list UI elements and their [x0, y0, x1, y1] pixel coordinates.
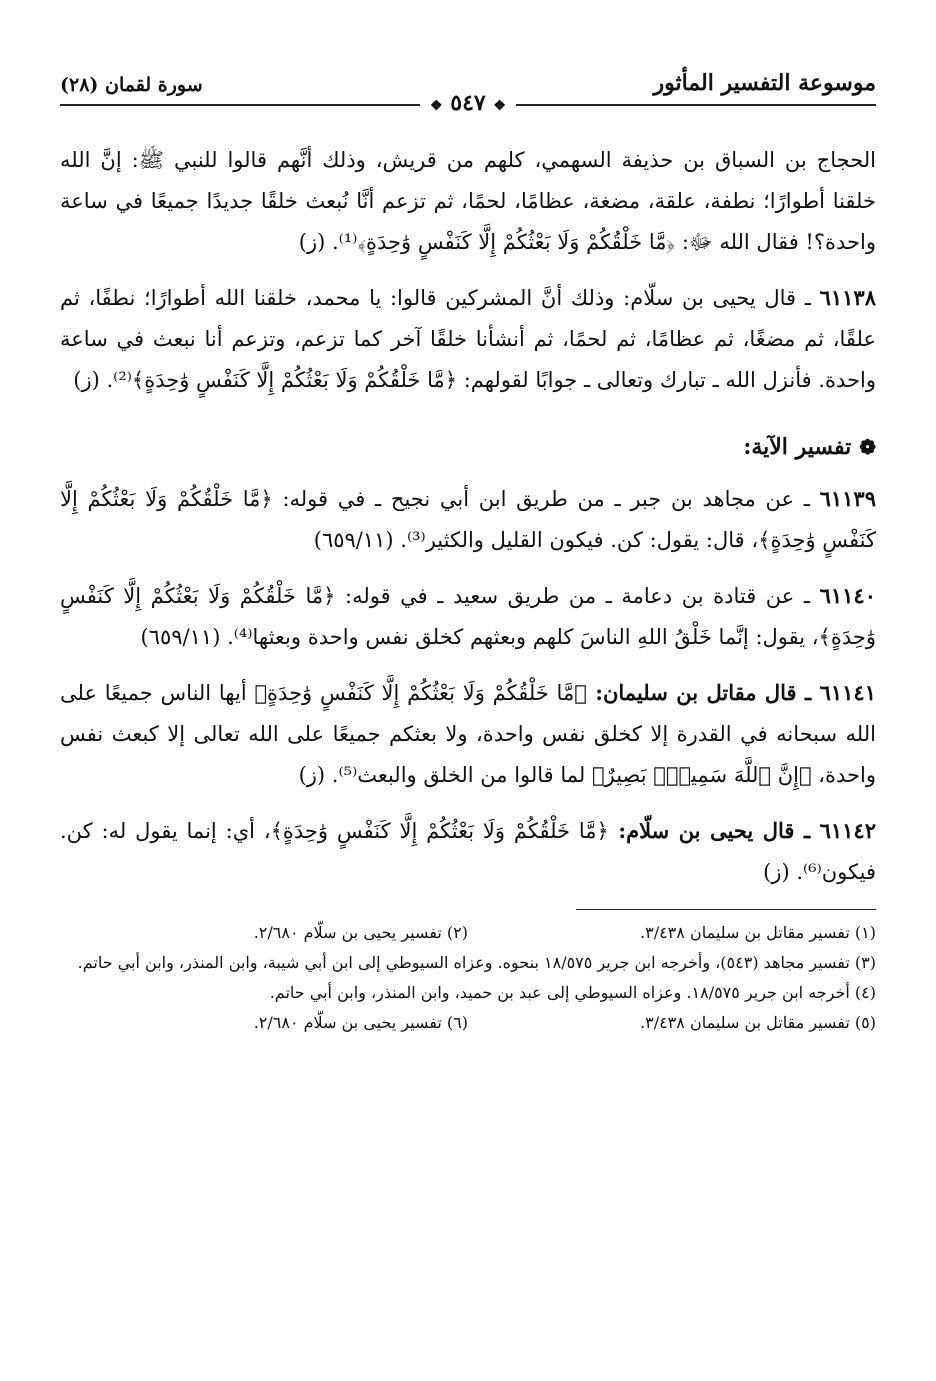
- paragraph-61142: [60, 810, 876, 893]
- surah-label: سورة لقمان (٢٨): [60, 74, 203, 96]
- main-text: [60, 140, 876, 1038]
- footnote-4: (٤) أخرجه ابن جرير ١٨/٥٧٥. وعزاه السيوطي إلى عبد بن حميد، وابن المنذر، وابن أبي حاتم.: [269, 983, 876, 1002]
- narration-text: ـ عن مجاهد بن جبر ـ من طريق ابن أبي نجيح ـ في قوله: ﴿مَّا خَلْقُكُمْ وَلَا بَعْثُكُمْ إِلَّا كَنَفْسٍ وَٰحِدَةٍ﴾، قال: يقول: كن. فيكون القليل والكثير⁽³⁾. (٦٥٩/١١): [60, 487, 876, 552]
- footnote-1: (١) تفسير مقاتل بن سليمان ٣/٤٣٨.: [640, 923, 876, 942]
- footnote-separator: [576, 909, 876, 910]
- footnote-5: (٥) تفسير مقاتل بن سليمان ٣/٤٣٨.: [640, 1013, 876, 1032]
- paragraph-61138: [60, 277, 876, 401]
- narration-text: ـ عن قتادة بن دعامة ـ من طريق سعيد ـ في قوله: ﴿مَّا خَلْقُكُمْ وَلَا بَعْثُكُمْ إِلَّا كَنَفْسٍ وَٰحِدَةٍ﴾، يقول: إنَّما خَلْقُ اللهِ الناسَ كلهم وبعثهم كخلق نفس واحدة وبعثها⁽⁴⁾. (٦٥٩/١١): [60, 584, 876, 649]
- narration-text: ﴿مَّا خَلْقُكُمْ وَلَا بَعْثُكُمْ إِلَّا كَنَفْسٍ وَٰحِدَةٍ﴾، أي: إنما يقول له: كن. فيكون⁽⁶⁾. (ز): [60, 819, 876, 884]
- narrator: ـ قال مقاتل بن سليمان:: [586, 680, 820, 705]
- section-heading: ❁تفسير الآية:: [743, 434, 876, 460]
- paragraph-1: الحجاج بن السباق بن حذيفة السهمي، كلهم من قريش، وذلك أنَّهم قالوا للنبي ﷺ: إنَّ الله خلقنا أطوارًا؛ نطفة، علقة، مضغة، عظامًا، لحمًا، ثم تزعم أنَّا نُبعث خلقًا جديدًا جميعًا في ساعة واحدة؟! فقال الله ﷻ: ﴿مَّا خَلْقُكُمْ وَلَا بَعْثُكُمْ إِلَّا كَنَفْسٍ وَٰحِدَةٍ﴾⁽¹⁾. (ز): [60, 148, 876, 254]
- narration-number: ٦١١٣٩: [819, 486, 876, 511]
- paragraph-61141: [60, 672, 876, 796]
- paragraph-61139: [60, 478, 876, 561]
- narration-number: ٦١١٤١: [819, 680, 876, 705]
- page-header: [60, 60, 876, 116]
- narration-number: ٦١١٤٢: [819, 818, 876, 843]
- page: [60, 60, 876, 1038]
- flower-icon: ❁: [859, 435, 876, 459]
- page-number: ٥٤٧: [450, 90, 486, 116]
- narrator: ـ قال يحيى بن سلّام:: [608, 818, 820, 843]
- ornament-icon: ❖: [493, 98, 506, 114]
- footnote-3: (٣) تفسير مجاهد (٥٤٣)، وأخرجه ابن جرير ١٨/٥٧٥ بنحوه. وعزاه السيوطي إلى ابن أبي شيبة، وابن المنذر، وابن أبي حاتم.: [77, 953, 876, 972]
- narration-text: ﴿مَّا خَلْقُكُمْ وَلَا بَعْثُكُمْ إِلَّا كَنَفْسٍ وَٰحِدَةٍ﴾ أيها الناس جميعًا على الله سبحانه في القدرة إلا كخلق نفس واحدة، ولا بعثكم جميعًا على الله تعالى إلا كبعث نفس واحدة، ﴿إِنَّ ٱللَّهَ سَمِيعٌۢ بَصِيرٌ﴾ لما قالوا من الخلق والبعث⁽⁵⁾. (ز): [60, 681, 876, 787]
- footnote-2: (٢) تفسير يحيى بن سلّام ٢/٦٨٠.: [253, 923, 468, 942]
- paragraph-61140: [60, 575, 876, 658]
- book-title: موسوعة التفسير المأثور: [653, 70, 876, 96]
- narration-number: ٦١١٣٨: [819, 285, 876, 310]
- footnotes: [60, 918, 876, 1038]
- narration-number: ٦١١٤٠: [819, 583, 876, 608]
- footnote-6: (٦) تفسير يحيى بن سلّام ٢/٦٨٠.: [253, 1013, 468, 1032]
- narration-text: ـ قال يحيى بن سلّام: وذلك أنَّ المشركين قالوا: يا محمد، خلقنا الله أطوارًا؛ نطفًا، ثم علقًا، ثم مضغًا، ثم عظامًا، ثم لحمًا، ثم أنشأنا خلقًا آخر كما تزعم، وتزعم أنا نبعث في ساعة واحدة. فأنزل الله ـ تبارك وتعالى ـ جوابًا لقولهم: ﴿مَّا خَلْقُكُمْ وَلَا بَعْثُكُمْ إِلَّا كَنَفْسٍ وَٰحِدَةٍ﴾⁽²⁾. (ز): [60, 286, 876, 392]
- ornament-icon: ❖: [430, 98, 443, 114]
